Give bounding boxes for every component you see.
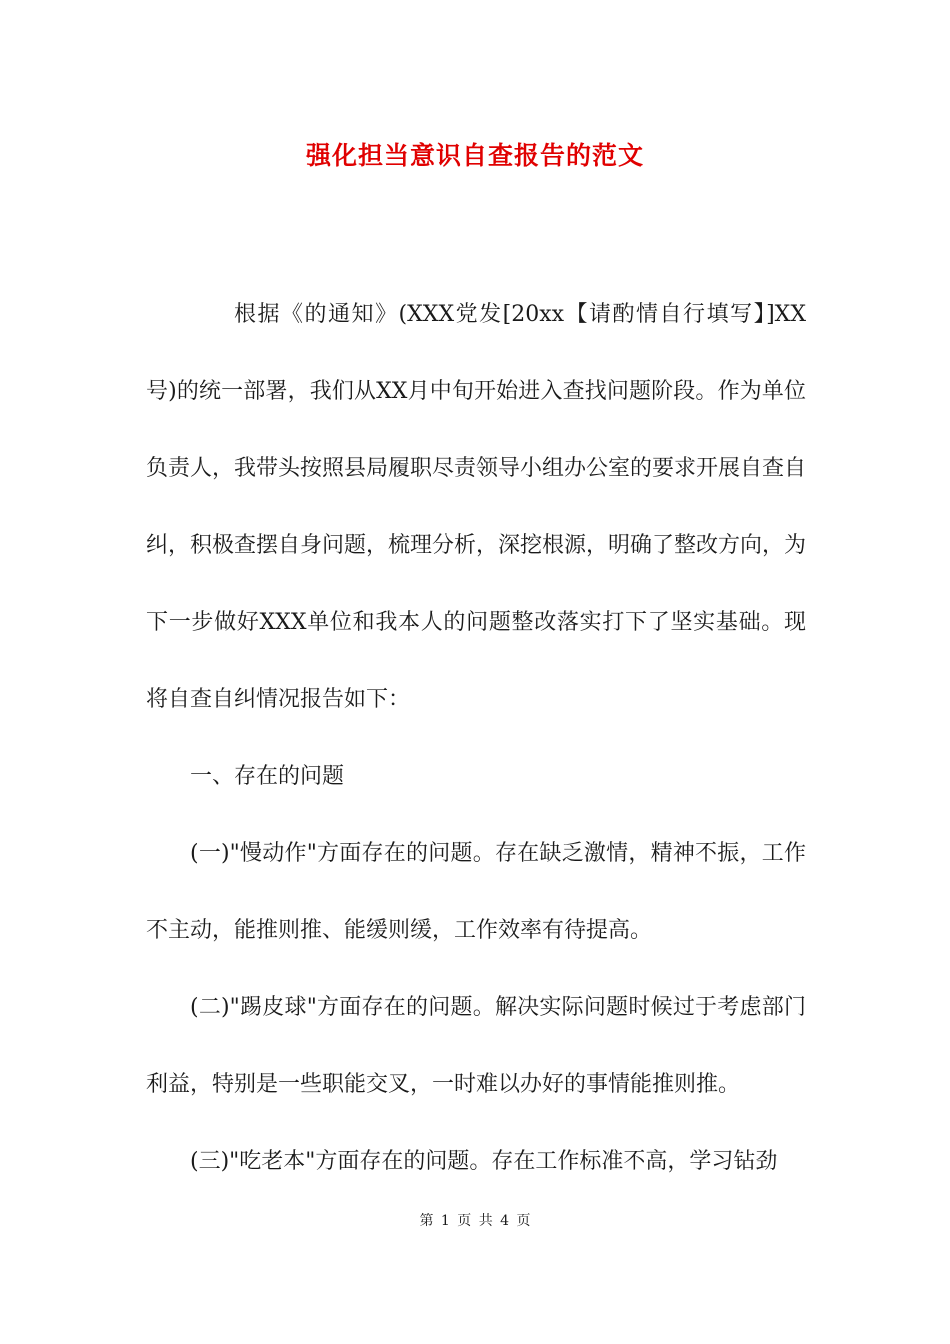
paragraph-item-3: (三)"吃老本"方面存在的问题。存在工作标准不高，学习钻劲 — [190, 1149, 778, 1174]
document-title: 强化担当意识自查报告的范文 — [305, 141, 644, 170]
document-body — [146, 276, 806, 1200]
paragraph-item-2: (二)"踢皮球"方面存在的问题。解决实际问题时候过于考虑部门利益，特别是一些职能交叉，一时难以办好的事情能推则推。 — [146, 995, 806, 1097]
section-heading: 一、存在的问题 — [190, 764, 345, 789]
page-number-footer: 第 1 页 共 4 页 — [419, 1213, 531, 1229]
paragraph-intro: 根据《的通知》(XXX党发[20xx【请酌情自行填写】]XX号)的统一部署，我们从XX月中旬开始进入查找问题阶段。作为单位负责人，我带头按照县局履职尽责领导小组办公室的要求开展自查自纠，积极查摆自身问题，梳理分析，深挖根源，明确了整改方向，为下一步做好XXX单位和我本人的问题整改落实打下了坚实基础。现将自查自纠情况报告如下： — [146, 302, 807, 712]
paragraph-item-1: (一)"慢动作"方面存在的问题。存在缺乏激情，精神不振，工作不主动，能推则推、能缓则缓，工作效率有待提高。 — [146, 841, 806, 943]
